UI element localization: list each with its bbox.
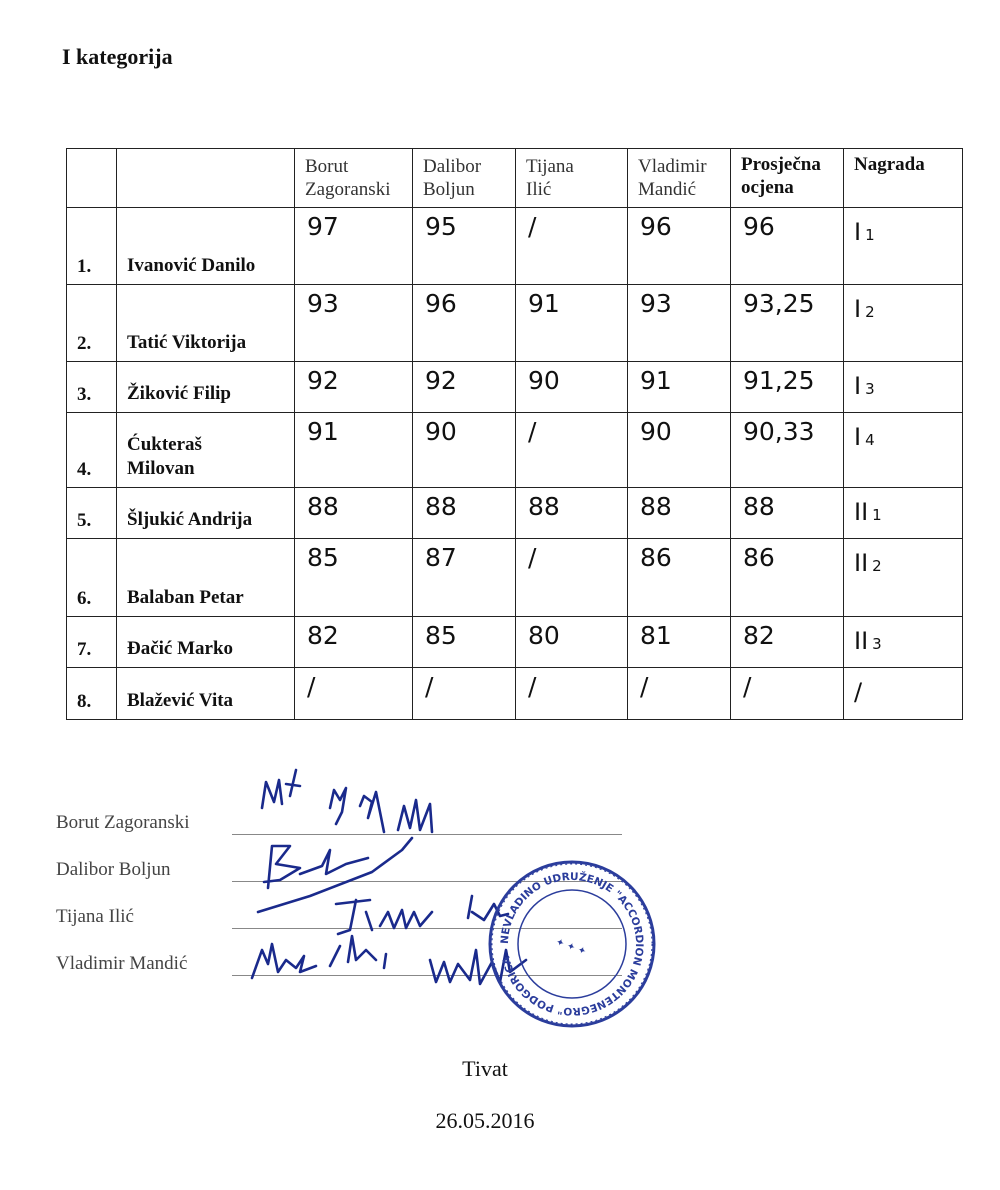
contestant-name: Blažević Vita (117, 668, 295, 720)
table-row (67, 668, 963, 720)
average-score: 96 (731, 208, 844, 285)
award-cell (844, 362, 963, 413)
judge-score: 96 (628, 208, 731, 285)
judge-score: 92 (413, 362, 516, 413)
contestant-name: Ivanović Danilo (117, 208, 295, 285)
judge-score: 91 (628, 362, 731, 413)
signature-mandic (252, 936, 526, 984)
judge-score: 88 (413, 488, 516, 539)
judge-score: / (516, 539, 628, 617)
row-number: 7. (67, 617, 117, 668)
table-row (67, 208, 963, 285)
award-level: I (854, 218, 862, 246)
header-judge: Dalibor Boljun (413, 149, 516, 208)
judge-score: 90 (516, 362, 628, 413)
judge-score: 86 (628, 539, 731, 617)
judge-score: 92 (295, 362, 413, 413)
row-number: 3. (67, 362, 117, 413)
organization-stamp (486, 858, 658, 1030)
contestant-name: Đačić Marko (117, 617, 295, 668)
average-score: 90,33 (731, 413, 844, 488)
judge-score: 96 (413, 285, 516, 362)
judge-score: / (516, 413, 628, 488)
header-number (67, 149, 117, 208)
header-average: Prosječna ocjena (731, 149, 844, 208)
award-rank: 2 (865, 303, 875, 321)
header-judge: Tijana Ilić (516, 149, 628, 208)
judge-score: 95 (413, 208, 516, 285)
judge-score: 90 (628, 413, 731, 488)
stamp-text: NEVLADINO UDRUŽENJE "ACCORDION MONTENEGRO" PODGORICA (498, 870, 646, 1018)
judge-score: 85 (413, 617, 516, 668)
results-table (66, 148, 963, 720)
award-rank: 3 (865, 380, 875, 398)
judge-score: / (516, 668, 628, 720)
row-number: 8. (67, 668, 117, 720)
award-level: II (854, 627, 869, 655)
signatory-name: Borut Zagoranski (56, 812, 190, 833)
award-rank: 1 (872, 506, 882, 524)
judge-score: / (628, 668, 731, 720)
table-row (67, 285, 963, 362)
award-cell (844, 668, 963, 720)
signature-zagoranski (262, 770, 432, 832)
contestant-name: Šljukić Andrija (117, 488, 295, 539)
table-row (67, 362, 963, 413)
svg-text:✦ ✦ ✦: ✦ ✦ ✦ (554, 936, 588, 958)
header-judge: Borut Zagoranski (295, 149, 413, 208)
judge-score: 88 (516, 488, 628, 539)
row-number: 1. (67, 208, 117, 285)
judge-score: 91 (516, 285, 628, 362)
signature-line (232, 834, 622, 835)
award-cell (844, 208, 963, 285)
table-row (67, 539, 963, 617)
average-score: 86 (731, 539, 844, 617)
judge-score: 81 (628, 617, 731, 668)
table-row (67, 488, 963, 539)
contestant-name: Balaban Petar (117, 539, 295, 617)
award-level: I (854, 295, 862, 323)
row-number: 5. (67, 488, 117, 539)
average-score: 91,25 (731, 362, 844, 413)
award-cell (844, 539, 963, 617)
judge-score: 91 (295, 413, 413, 488)
signature-boljun (258, 838, 412, 912)
signatory-name: Dalibor Boljun (56, 859, 171, 880)
row-number: 4. (67, 413, 117, 488)
judge-score: 90 (413, 413, 516, 488)
judge-score: 97 (295, 208, 413, 285)
page-title: I kategorija (62, 44, 173, 69)
judge-score: / (413, 668, 516, 720)
judge-score: 85 (295, 539, 413, 617)
average-score: 93,25 (731, 285, 844, 362)
header-row (67, 149, 963, 208)
award-cell (844, 413, 963, 488)
award-rank: 4 (865, 431, 875, 449)
header-judge: Vladimir Mandić (628, 149, 731, 208)
award-level: II (854, 549, 869, 577)
header-name (117, 149, 295, 208)
award-level: II (854, 498, 869, 526)
place: Tivat (462, 1056, 508, 1081)
average-score: 88 (731, 488, 844, 539)
award-cell (844, 285, 963, 362)
row-number: 2. (67, 285, 117, 362)
judge-score: 93 (295, 285, 413, 362)
average-score: 82 (731, 617, 844, 668)
signatory-name: Tijana Ilić (56, 906, 134, 927)
judge-score: 93 (628, 285, 731, 362)
award-rank: 2 (872, 557, 882, 575)
judge-score: 80 (516, 617, 628, 668)
award-rank: 1 (865, 226, 875, 244)
judge-score: 88 (295, 488, 413, 539)
judge-score: / (516, 208, 628, 285)
contestant-name: Tatić Viktorija (117, 285, 295, 362)
table-row (67, 617, 963, 668)
award-rank: 3 (872, 635, 882, 653)
award-level: I (854, 423, 862, 451)
date: 26.05.2016 (435, 1108, 535, 1133)
judge-score: 87 (413, 539, 516, 617)
judge-score: 88 (628, 488, 731, 539)
judge-score: 82 (295, 617, 413, 668)
row-number: 6. (67, 539, 117, 617)
table-row (67, 413, 963, 488)
contestant-name: Žiković Filip (117, 362, 295, 413)
award-level: / (854, 678, 863, 706)
judge-score: / (295, 668, 413, 720)
award-cell (844, 617, 963, 668)
signatory-name: Vladimir Mandić (56, 953, 188, 974)
header-award: Nagrada (844, 149, 963, 208)
contestant-name: Ćukteraš Milovan (117, 413, 295, 488)
average-score: / (731, 668, 844, 720)
award-level: I (854, 372, 862, 400)
award-cell (844, 488, 963, 539)
